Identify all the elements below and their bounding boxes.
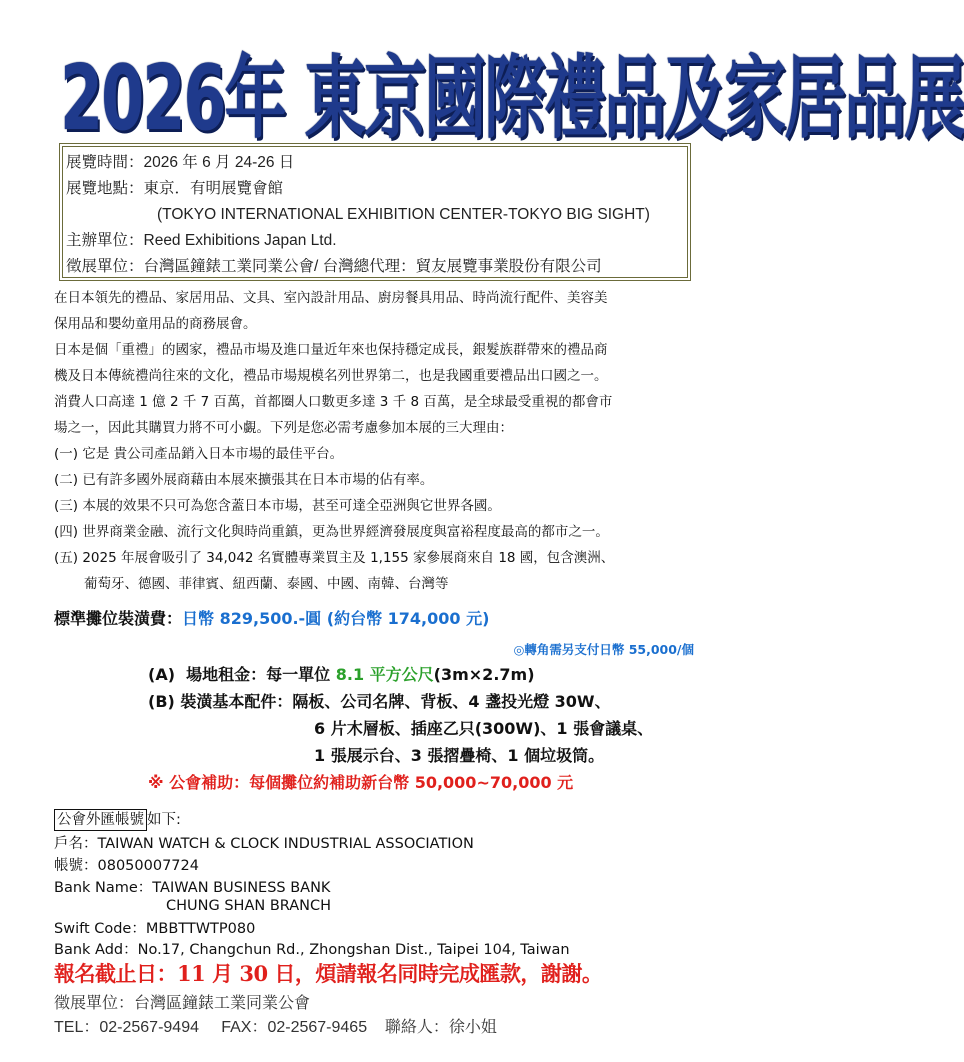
account-number: 帳號：08050007724 [54,858,199,874]
footer-contact: TEL：02-2567-9494 FAX：02-2567-9465 聯絡人：徐小姐 [54,1019,497,1036]
bank-address: Bank Add：No.17, Changchun Rd., Zhongshan Dist., Taipei 104, Taiwan [54,942,570,958]
booth-fee [54,606,489,629]
page-title [60,8,964,151]
reason-item: (一) 它是 貴公司產品銷入日本市場的最佳平台。 [54,446,344,462]
intro-line: 在日本領先的禮品、家居用品、文具、室內設計用品、廚房餐具用品、時尚流行配件、美容美 [54,290,608,306]
booth-fee-label: 標準攤位裝潢費： [54,609,183,628]
reason-item: (三) 本展的效果不只可為您含蓋日本市場，甚至可達全亞洲與它世界各國。 [54,498,501,514]
booth-fee-price: 日幣 829,500.-圓 (約台幣 174,000 元) [182,609,490,628]
title-text: 2026年 東京國際禮品及家居品展 [60,44,964,151]
info-date: 展覽時間：2026 年 6 月 24-26 日 [66,154,295,171]
intro-line: 保用品和嬰幼童用品的商務展會。 [54,316,257,332]
exhibition-info-box [62,146,688,278]
bank-heading [54,808,181,829]
info-organizer: 主辦單位：Reed Exhibitions Japan Ltd. [66,232,337,249]
rent-suffix: (3m×2.7m) [433,665,535,684]
reason-item-cont: 葡萄牙、德國、菲律賓、紐西蘭、泰國、中國、南韓、台灣等 [54,576,449,592]
info-venue: 展覽地點：東京．有明展覽會館 [66,180,284,197]
reason-item: (五) 2025 年展會吸引了 34,042 名實體專業買主及 1,155 家參展商來自 18 國，包含澳洲、 [54,550,615,566]
equipment-line-1: (B) 裝潢基本配件：隔板、公司名牌、背板、4 盞投光燈 30W、 [148,692,611,711]
registration-deadline: 報名截止日：11 月 30 日，煩請報名同時完成匯款，謝謝。 [54,961,603,986]
intro-line: 日本是個「重禮」的國家，禮品市場及進口量近年來也保持穩定成長，銀髮族群帶來的禮品商 [54,342,608,358]
rent-line [148,662,535,685]
equipment-line-2: 6 片木層板、插座乙只(300W)、1 張會議桌、 [314,719,654,738]
swift-code: Swift Code：MBBTTWTP080 [54,921,256,937]
corner-note: ◎轉角需另支付日幣 55,000/個 [513,642,694,657]
rent-prefix: (A) 場地租金：每一單位 [148,665,336,684]
info-venue-en: (TOKYO INTERNATIONAL EXHIBITION CENTER-TOKYO BIG SIGHT) [157,206,650,223]
reason-item: (二) 已有許多國外展商藉由本展來擴張其在日本市場的佔有率。 [54,472,434,488]
bank-heading-boxed: 公會外匯帳號 [54,809,147,831]
intro-line: 機及日本傳統禮尚往來的文化，禮品市場規模名列世界第二，也是我國重要禮品出口國之一。 [54,368,608,384]
equipment-line-3: 1 張展示台、3 張摺疊椅、1 個垃圾筒。 [314,746,605,765]
bank-name: Bank Name：TAIWAN BUSINESS BANK [54,880,331,896]
subsidy-text: ※ 公會補助：每個攤位約補助新台幣 50,000~70,000 元 [148,773,574,792]
info-recruiter: 徵展單位：台灣區鐘錶工業同業公會/ 台灣總代理：貿友展覽事業股份有限公司 [66,258,602,275]
bank-heading-rest: 如下: [147,812,181,828]
account-name: 戶名：TAIWAN WATCH & CLOCK INDUSTRIAL ASSOCIATION [54,836,474,852]
intro-line: 消費人口高達 1 億 2 千 7 百萬，首都圈人口數更多達 3 千 8 百萬，是全球最受重視的都會市 [54,394,613,410]
intro-text [54,285,704,597]
rent-area: 8.1 平方公尺 [335,665,434,684]
reason-item: (四) 世界商業金融、流行文化與時尚重鎮，更為世界經濟發展度與富裕程度最高的都市之一。 [54,524,609,540]
intro-line: 場之一，因此其購買力將不可小覷。下列是您必需考慮參加本展的三大理由： [54,420,513,436]
bank-branch: CHUNG SHAN BRANCH [166,898,332,914]
subsidy-line [148,770,573,793]
footer-unit: 徵展單位：台灣區鐘錶工業同業公會 [54,995,311,1012]
